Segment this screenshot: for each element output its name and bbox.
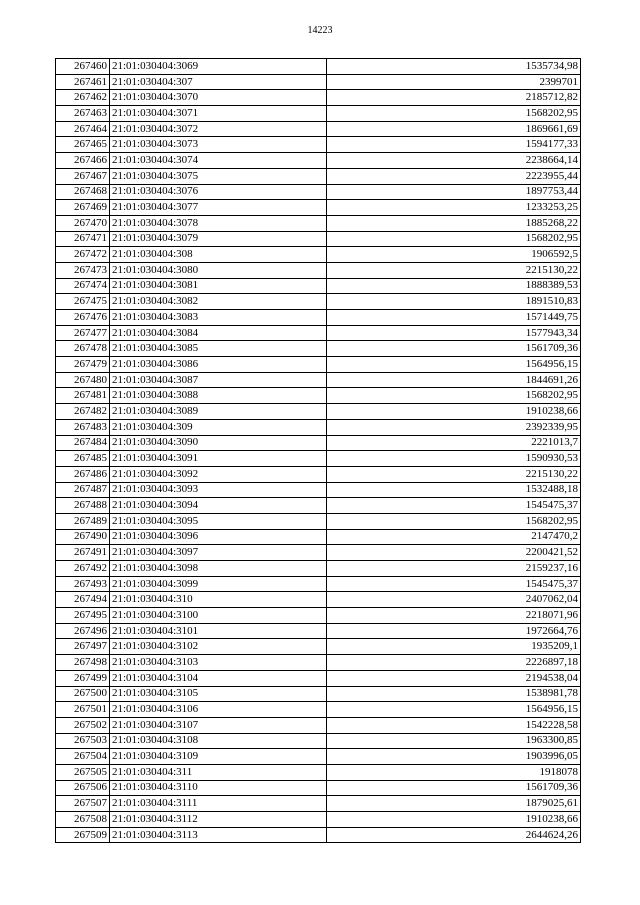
cadastral-number-cell: 21:01:030404:3085 xyxy=(110,341,327,357)
cadastral-value-cell: 1532488,18 xyxy=(327,482,581,498)
cadastral-number-cell: 21:01:030404:310 xyxy=(110,592,327,608)
table-row xyxy=(56,717,581,733)
cadastral-value-cell: 2644624,26 xyxy=(327,827,581,843)
table-row xyxy=(56,764,581,780)
cadastral-value-cell: 1963300,85 xyxy=(327,733,581,749)
row-number-cell: 267482 xyxy=(56,404,110,420)
cadastral-number-cell: 21:01:030404:3111 xyxy=(110,796,327,812)
cadastral-number-cell: 21:01:030404:3092 xyxy=(110,466,327,482)
row-number-cell: 267509 xyxy=(56,827,110,843)
cadastral-number-cell: 21:01:030404:308 xyxy=(110,247,327,263)
cadastral-number-cell: 21:01:030404:3080 xyxy=(110,262,327,278)
cadastral-value-cell: 1590930,53 xyxy=(327,451,581,467)
cadastral-number-cell: 21:01:030404:3105 xyxy=(110,686,327,702)
cadastral-value-cell: 1935209,1 xyxy=(327,639,581,655)
cadastral-number-cell: 21:01:030404:3099 xyxy=(110,576,327,592)
cadastral-number-cell: 21:01:030404:3107 xyxy=(110,717,327,733)
cadastral-value-cell: 1885268,22 xyxy=(327,215,581,231)
table-row xyxy=(56,513,581,529)
cadastral-number-cell: 21:01:030404:3108 xyxy=(110,733,327,749)
cadastral-value-cell: 2215130,22 xyxy=(327,262,581,278)
row-number-cell: 267470 xyxy=(56,215,110,231)
row-number-cell: 267477 xyxy=(56,325,110,341)
cadastral-value-cell: 1535734,98 xyxy=(327,59,581,75)
cadastral-value-cell: 1879025,61 xyxy=(327,796,581,812)
cadastral-number-cell: 21:01:030404:3113 xyxy=(110,827,327,843)
cadastral-number-cell: 21:01:030404:3070 xyxy=(110,90,327,106)
cadastral-value-table xyxy=(55,58,581,843)
cadastral-value-cell: 1577943,34 xyxy=(327,325,581,341)
table-row xyxy=(56,686,581,702)
table-row xyxy=(56,466,581,482)
row-number-cell: 267478 xyxy=(56,341,110,357)
row-number-cell: 267491 xyxy=(56,545,110,561)
table-row xyxy=(56,200,581,216)
table-row xyxy=(56,153,581,169)
cadastral-value-cell: 2159237,16 xyxy=(327,561,581,577)
row-number-cell: 267493 xyxy=(56,576,110,592)
row-number-cell: 267492 xyxy=(56,561,110,577)
table-row xyxy=(56,702,581,718)
cadastral-value-cell: 2407062,04 xyxy=(327,592,581,608)
cadastral-number-cell: 21:01:030404:3090 xyxy=(110,435,327,451)
table-row xyxy=(56,545,581,561)
cadastral-number-cell: 21:01:030404:3102 xyxy=(110,639,327,655)
table-row xyxy=(56,749,581,765)
cadastral-number-cell: 21:01:030404:3104 xyxy=(110,670,327,686)
row-number-cell: 267466 xyxy=(56,153,110,169)
cadastral-number-cell: 21:01:030404:3106 xyxy=(110,702,327,718)
cadastral-number-cell: 21:01:030404:3079 xyxy=(110,231,327,247)
table-row xyxy=(56,608,581,624)
row-number-cell: 267503 xyxy=(56,733,110,749)
row-number-cell: 267461 xyxy=(56,74,110,90)
cadastral-number-cell: 21:01:030404:3101 xyxy=(110,623,327,639)
row-number-cell: 267504 xyxy=(56,749,110,765)
cadastral-number-cell: 21:01:030404:3112 xyxy=(110,812,327,828)
row-number-cell: 267479 xyxy=(56,357,110,373)
cadastral-number-cell: 21:01:030404:3082 xyxy=(110,294,327,310)
table-row xyxy=(56,796,581,812)
row-number-cell: 267485 xyxy=(56,451,110,467)
cadastral-number-cell: 21:01:030404:3075 xyxy=(110,168,327,184)
row-number-cell: 267484 xyxy=(56,435,110,451)
row-number-cell: 267464 xyxy=(56,121,110,137)
table-row xyxy=(56,168,581,184)
cadastral-number-cell: 21:01:030404:3086 xyxy=(110,357,327,373)
table-row xyxy=(56,121,581,137)
table-row xyxy=(56,561,581,577)
row-number-cell: 267460 xyxy=(56,59,110,75)
row-number-cell: 267471 xyxy=(56,231,110,247)
row-number-cell: 267501 xyxy=(56,702,110,718)
cadastral-number-cell: 21:01:030404:3098 xyxy=(110,561,327,577)
cadastral-value-cell: 1897753,44 xyxy=(327,184,581,200)
table-row xyxy=(56,137,581,153)
row-number-cell: 267502 xyxy=(56,717,110,733)
row-number-cell: 267475 xyxy=(56,294,110,310)
cadastral-value-cell: 2185712,82 xyxy=(327,90,581,106)
table-row xyxy=(56,231,581,247)
row-number-cell: 267467 xyxy=(56,168,110,184)
table-row xyxy=(56,592,581,608)
cadastral-value-cell: 1571449,75 xyxy=(327,310,581,326)
row-number-cell: 267480 xyxy=(56,372,110,388)
table-row xyxy=(56,451,581,467)
table-row xyxy=(56,404,581,420)
cadastral-number-cell: 21:01:030404:3078 xyxy=(110,215,327,231)
table-row xyxy=(56,435,581,451)
row-number-cell: 267472 xyxy=(56,247,110,263)
table-row xyxy=(56,74,581,90)
cadastral-value-cell: 2221013,7 xyxy=(327,435,581,451)
cadastral-value-cell: 1561709,36 xyxy=(327,780,581,796)
row-number-cell: 267507 xyxy=(56,796,110,812)
cadastral-number-cell: 21:01:030404:3110 xyxy=(110,780,327,796)
cadastral-value-cell: 1903996,05 xyxy=(327,749,581,765)
table-row xyxy=(56,780,581,796)
row-number-cell: 267499 xyxy=(56,670,110,686)
table-row xyxy=(56,310,581,326)
table-row xyxy=(56,278,581,294)
cadastral-value-cell: 2200421,52 xyxy=(327,545,581,561)
cadastral-value-cell: 1844691,26 xyxy=(327,372,581,388)
table-row xyxy=(56,639,581,655)
table-row xyxy=(56,482,581,498)
row-number-cell: 267463 xyxy=(56,106,110,122)
cadastral-number-cell: 21:01:030404:3109 xyxy=(110,749,327,765)
cadastral-value-cell: 1910238,66 xyxy=(327,812,581,828)
table-row xyxy=(56,827,581,843)
table-row xyxy=(56,90,581,106)
table-row xyxy=(56,655,581,671)
cadastral-value-cell: 1568202,95 xyxy=(327,231,581,247)
row-number-cell: 267498 xyxy=(56,655,110,671)
table-row xyxy=(56,529,581,545)
cadastral-value-cell: 1891510,83 xyxy=(327,294,581,310)
table-row xyxy=(56,623,581,639)
table-row xyxy=(56,294,581,310)
cadastral-value-cell: 2226897,18 xyxy=(327,655,581,671)
row-number-cell: 267465 xyxy=(56,137,110,153)
table-row xyxy=(56,184,581,200)
table-row xyxy=(56,59,581,75)
cadastral-number-cell: 21:01:030404:307 xyxy=(110,74,327,90)
cadastral-value-cell: 1972664,76 xyxy=(327,623,581,639)
table-row xyxy=(56,670,581,686)
row-number-cell: 267496 xyxy=(56,623,110,639)
row-number-cell: 267462 xyxy=(56,90,110,106)
row-number-cell: 267486 xyxy=(56,466,110,482)
cadastral-value-cell: 1542228,58 xyxy=(327,717,581,733)
row-number-cell: 267476 xyxy=(56,310,110,326)
row-number-cell: 267468 xyxy=(56,184,110,200)
row-number-cell: 267497 xyxy=(56,639,110,655)
cadastral-number-cell: 21:01:030404:3088 xyxy=(110,388,327,404)
cadastral-value-cell: 2223955,44 xyxy=(327,168,581,184)
cadastral-number-cell: 21:01:030404:3074 xyxy=(110,153,327,169)
cadastral-value-cell: 1869661,69 xyxy=(327,121,581,137)
cadastral-number-cell: 21:01:030404:3071 xyxy=(110,106,327,122)
cadastral-number-cell: 21:01:030404:3076 xyxy=(110,184,327,200)
cadastral-value-cell: 1561709,36 xyxy=(327,341,581,357)
table-row xyxy=(56,106,581,122)
row-number-cell: 267473 xyxy=(56,262,110,278)
table-row xyxy=(56,388,581,404)
cadastral-number-cell: 21:01:030404:3081 xyxy=(110,278,327,294)
table-row xyxy=(56,341,581,357)
cadastral-value-cell: 1594177,33 xyxy=(327,137,581,153)
cadastral-value-cell: 2194538,04 xyxy=(327,670,581,686)
row-number-cell: 267494 xyxy=(56,592,110,608)
row-number-cell: 267483 xyxy=(56,419,110,435)
table-row xyxy=(56,733,581,749)
row-number-cell: 267488 xyxy=(56,498,110,514)
cadastral-number-cell: 21:01:030404:3087 xyxy=(110,372,327,388)
table-row xyxy=(56,357,581,373)
row-number-cell: 267487 xyxy=(56,482,110,498)
table-row xyxy=(56,576,581,592)
cadastral-number-cell: 21:01:030404:3097 xyxy=(110,545,327,561)
table-row xyxy=(56,812,581,828)
row-number-cell: 267506 xyxy=(56,780,110,796)
cadastral-value-cell: 2399701 xyxy=(327,74,581,90)
cadastral-value-cell: 1545475,37 xyxy=(327,576,581,592)
table-row xyxy=(56,419,581,435)
cadastral-value-cell: 1538981,78 xyxy=(327,686,581,702)
cadastral-value-cell: 1888389,53 xyxy=(327,278,581,294)
table-row xyxy=(56,498,581,514)
cadastral-number-cell: 21:01:030404:3077 xyxy=(110,200,327,216)
row-number-cell: 267474 xyxy=(56,278,110,294)
cadastral-number-cell: 21:01:030404:3084 xyxy=(110,325,327,341)
cadastral-value-cell: 2238664,14 xyxy=(327,153,581,169)
cadastral-value-cell: 1564956,15 xyxy=(327,357,581,373)
table-row xyxy=(56,262,581,278)
cadastral-number-cell: 21:01:030404:3100 xyxy=(110,608,327,624)
row-number-cell: 267469 xyxy=(56,200,110,216)
cadastral-number-cell: 21:01:030404:3093 xyxy=(110,482,327,498)
page-number: 14223 xyxy=(307,25,333,36)
cadastral-value-cell: 1906592,5 xyxy=(327,247,581,263)
cadastral-value-cell: 1564956,15 xyxy=(327,702,581,718)
row-number-cell: 267505 xyxy=(56,764,110,780)
cadastral-number-cell: 21:01:030404:3094 xyxy=(110,498,327,514)
cadastral-value-cell: 2215130,22 xyxy=(327,466,581,482)
cadastral-number-cell: 21:01:030404:3103 xyxy=(110,655,327,671)
cadastral-number-cell: 21:01:030404:3073 xyxy=(110,137,327,153)
table-row xyxy=(56,325,581,341)
cadastral-number-cell: 21:01:030404:3069 xyxy=(110,59,327,75)
row-number-cell: 267481 xyxy=(56,388,110,404)
table-body xyxy=(56,59,581,843)
table-row xyxy=(56,247,581,263)
cadastral-number-cell: 21:01:030404:309 xyxy=(110,419,327,435)
cadastral-number-cell: 21:01:030404:311 xyxy=(110,764,327,780)
cadastral-number-cell: 21:01:030404:3072 xyxy=(110,121,327,137)
row-number-cell: 267495 xyxy=(56,608,110,624)
cadastral-value-cell: 1545475,37 xyxy=(327,498,581,514)
row-number-cell: 267489 xyxy=(56,513,110,529)
table-row xyxy=(56,372,581,388)
cadastral-number-cell: 21:01:030404:3083 xyxy=(110,310,327,326)
cadastral-number-cell: 21:01:030404:3091 xyxy=(110,451,327,467)
cadastral-number-cell: 21:01:030404:3089 xyxy=(110,404,327,420)
cadastral-value-cell: 2218071,96 xyxy=(327,608,581,624)
cadastral-value-cell: 1233253,25 xyxy=(327,200,581,216)
row-number-cell: 267500 xyxy=(56,686,110,702)
table-row xyxy=(56,215,581,231)
cadastral-value-cell: 1910238,66 xyxy=(327,404,581,420)
cadastral-value-cell: 1918078 xyxy=(327,764,581,780)
row-number-cell: 267490 xyxy=(56,529,110,545)
cadastral-number-cell: 21:01:030404:3095 xyxy=(110,513,327,529)
cadastral-number-cell: 21:01:030404:3096 xyxy=(110,529,327,545)
cadastral-value-cell: 1568202,95 xyxy=(327,388,581,404)
cadastral-value-cell: 1568202,95 xyxy=(327,513,581,529)
cadastral-value-cell: 1568202,95 xyxy=(327,106,581,122)
cadastral-value-cell: 2392339,95 xyxy=(327,419,581,435)
cadastral-value-cell: 2147470,2 xyxy=(327,529,581,545)
row-number-cell: 267508 xyxy=(56,812,110,828)
